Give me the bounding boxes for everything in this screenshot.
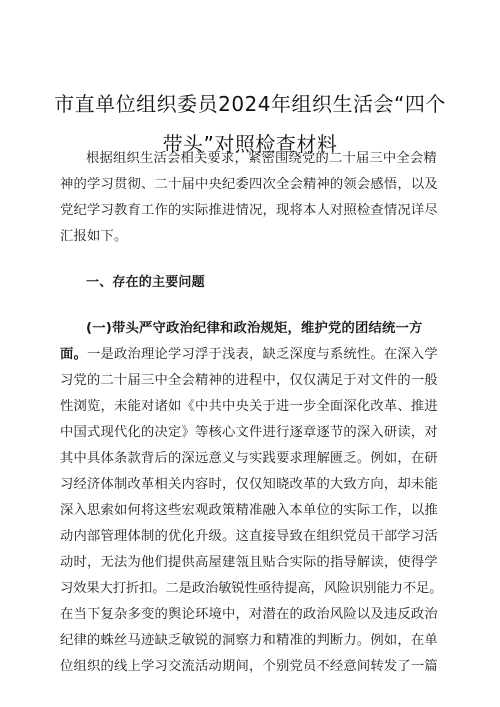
intro-line: 汇报如下。	[60, 229, 128, 244]
intro-line: 根据组织生活会相关要求，紧密围绕党的二十届三中全会精	[86, 151, 437, 166]
subsection-body-line: 动时，无法为他们提供高屋建瓴且贴合实际的指导解读，使得学	[60, 555, 438, 570]
subsection-body-line: 动内部管理体制的优化升级。这直接导致在组织党员干部学习活	[60, 529, 438, 544]
subsection-body-line	[60, 342, 442, 368]
section-1-heading: 一、存在的主要问题	[86, 275, 205, 290]
section-heading	[60, 270, 442, 296]
subsection-paragraph	[60, 316, 442, 680]
subsection-text: 一是政治理论学习浮于浅表，缺乏深度与系统性。在深入学	[87, 347, 438, 362]
subsection-body-line: 其中具体条款背后的深远意义与实践要求理解匮乏。例如，在研	[60, 451, 438, 466]
subsection-body-line: 习经济体制改革相关内容时，仅仅知晓改革的大致方向，却未能	[60, 477, 438, 492]
subsection-body-line: 纪律的蛛丝马迹缺乏敏锐的洞察力和精准的判断力。例如，在单	[60, 633, 438, 648]
document-body	[60, 146, 442, 680]
intro-line: 神的学习贯彻、二十届中央纪委四次全会精神的领会感悟，以及	[60, 177, 438, 192]
intro-line: 党纪学习教育工作的实际推进情况，现将本人对照检查情况详尽	[60, 203, 438, 218]
subsection-body-line: 性浏览，未能对诸如《中共中央关于进一步全面深化改革、推进	[60, 399, 438, 414]
subsection-body-line: 在当下复杂多变的舆论环境中，对潜在的政治风险以及违反政治	[60, 607, 438, 622]
subsection-body-line: 中国式现代化的决定》等核心文件进行逐章逐节的深入研读，对	[60, 425, 438, 440]
subsection-1-heading: (一)带头严守政治纪律和政治规矩，维护党的团结统一方	[86, 321, 423, 336]
subsection-body-line: 深入思索如何将这些宏观政策精准融入本单位的实际工作，以推	[60, 503, 438, 518]
subsection-body-line: 习党的二十届三中全会精神的进程中，仅仅满足于对文件的一般	[60, 373, 438, 388]
title-line-1: 市直单位组织委员2024年组织生活会“四个	[54, 92, 446, 116]
subsection-body-line: 习效果大打折扣。二是政治敏锐性亟待提高，风险识别能力不足。	[60, 581, 443, 596]
title-line-2: 带头”对照检查材料	[162, 132, 338, 156]
subsection-1-heading-end: 面。	[60, 347, 87, 362]
intro-paragraph	[60, 146, 442, 250]
subsection-body-line: 位组织的线上学习交流活动期间，个别党员不经意间转发了一篇	[60, 659, 438, 674]
